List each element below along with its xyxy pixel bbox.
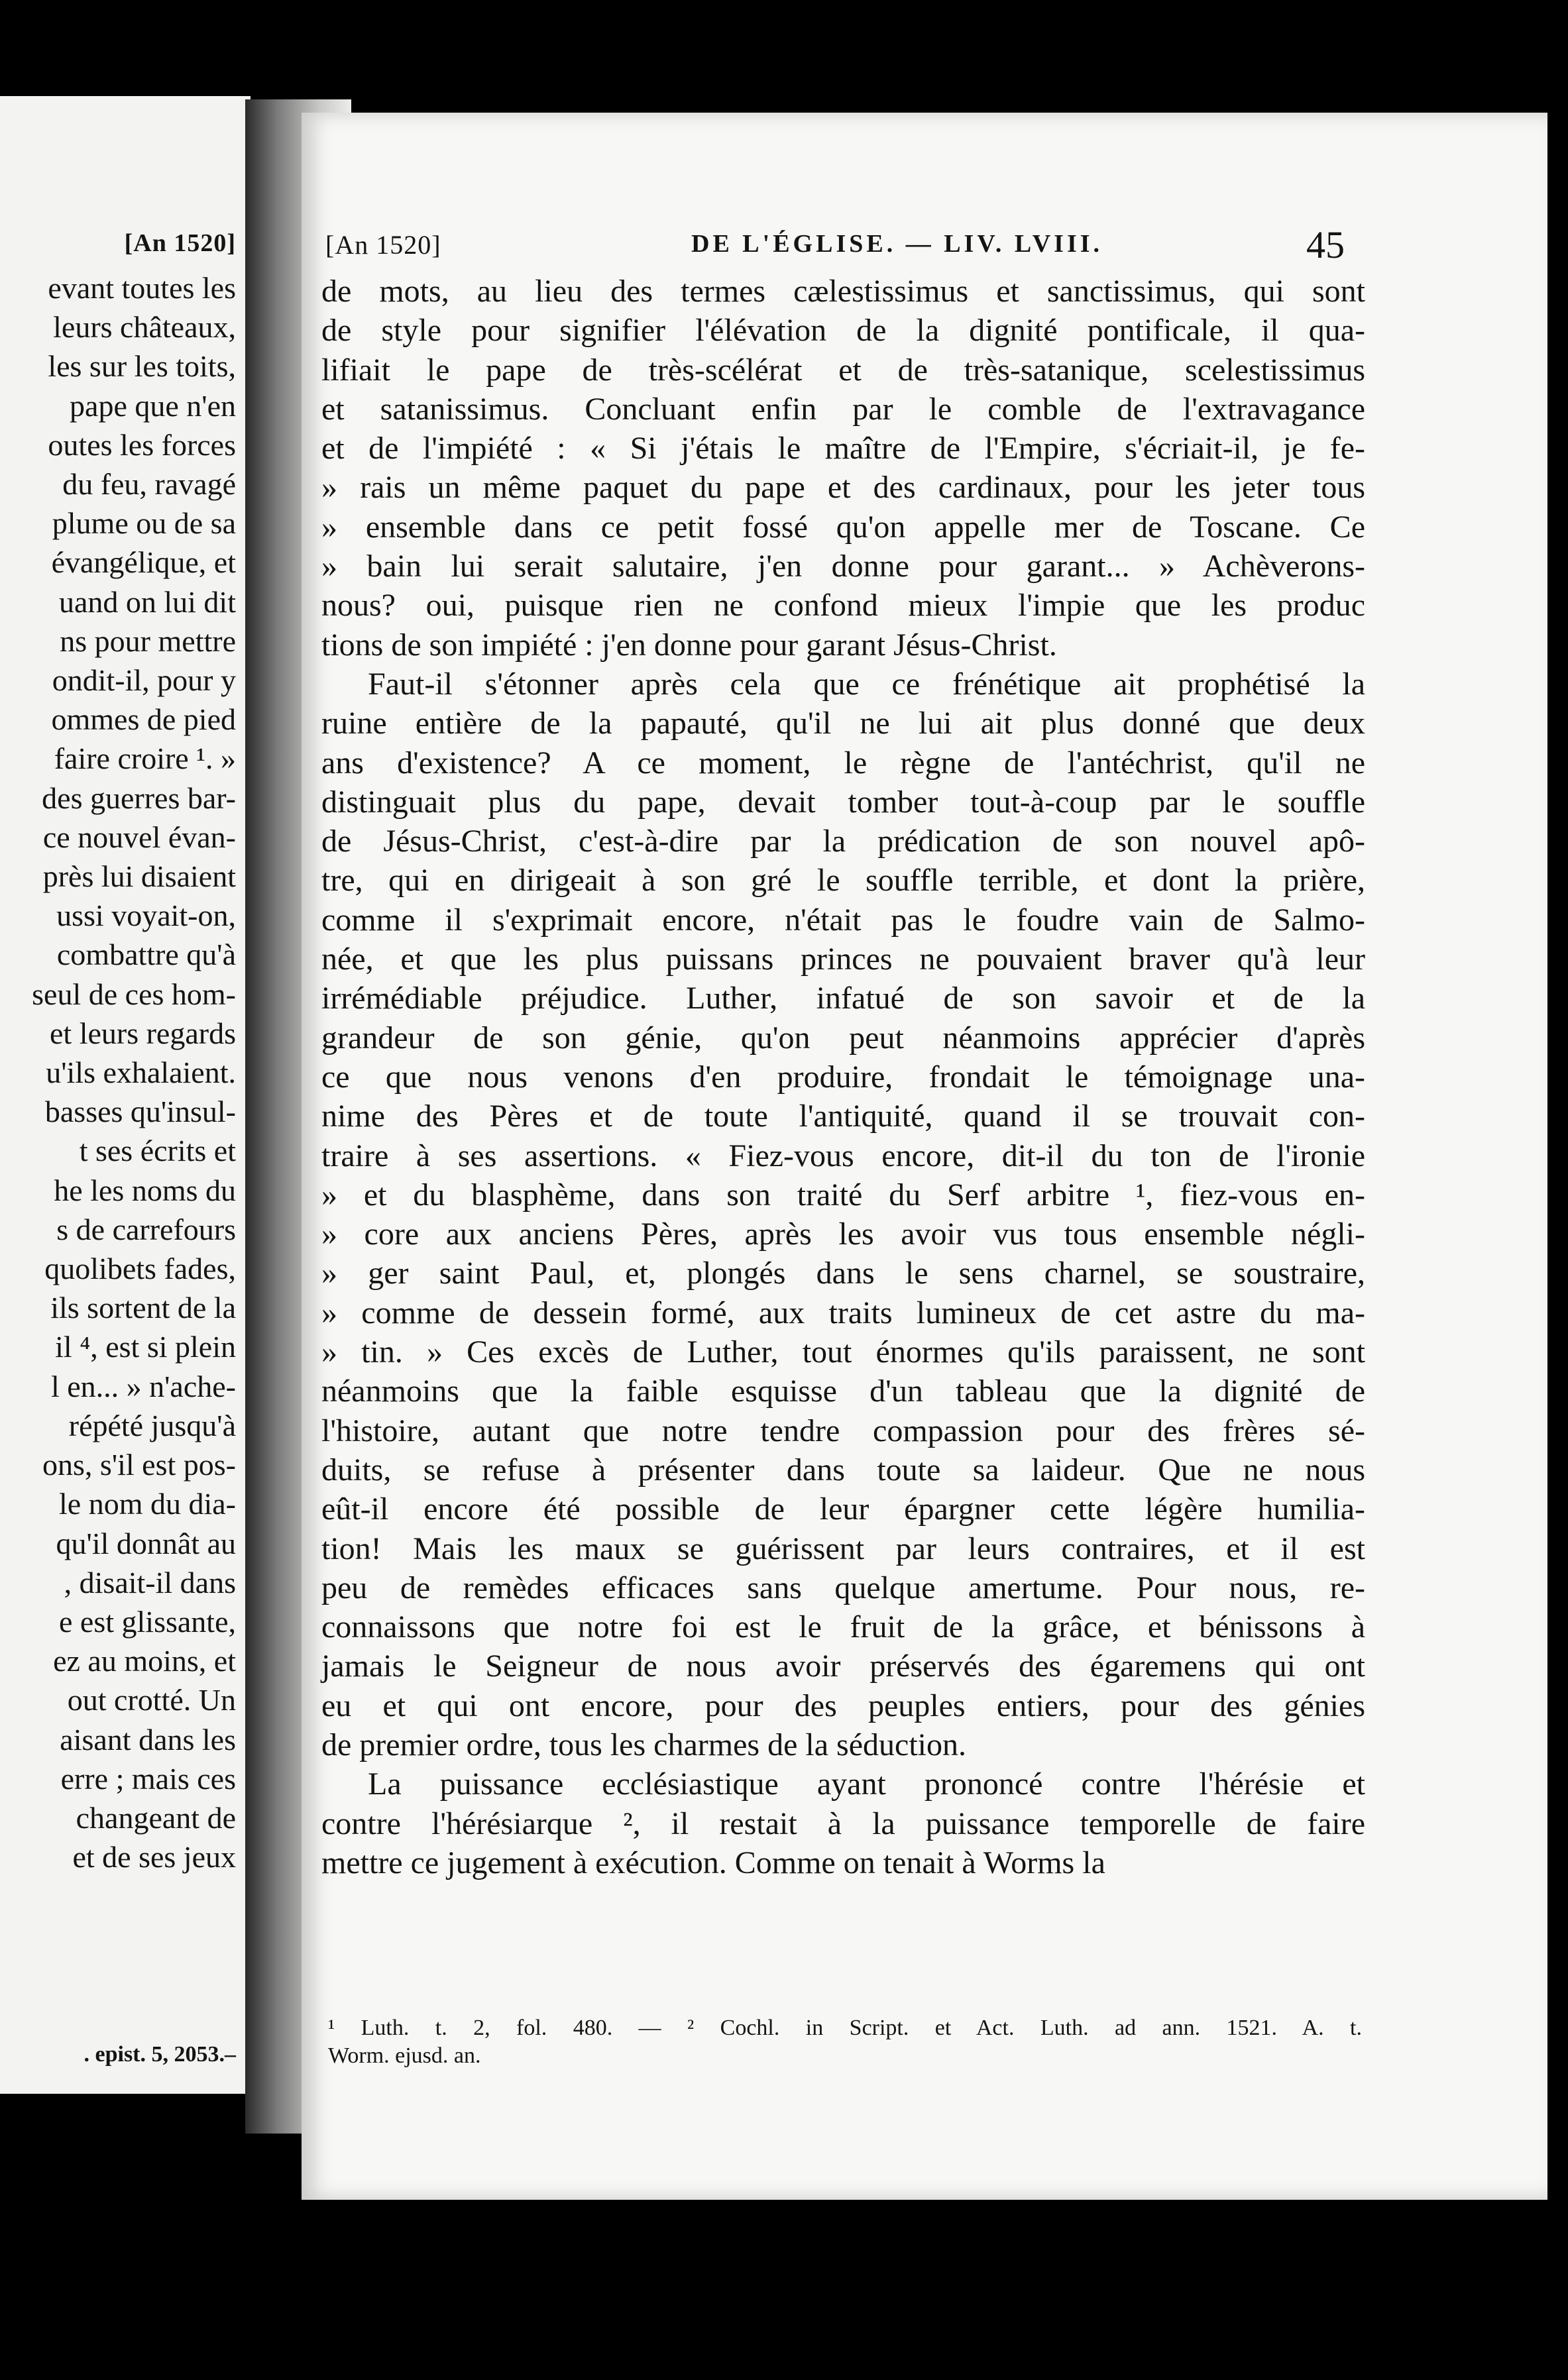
text-line: jamais le Seigneur de nous avoir préservés des égaremens qui ont <box>321 1649 1365 1684</box>
text-line: tre, qui en dirigeait à son gré le souffle terrible, et dont la prière, <box>321 863 1365 898</box>
facing-page-line: t ses écrits et <box>79 1134 236 1168</box>
facing-page-line: ns pour mettre <box>60 623 236 658</box>
text-line: de premier ordre, tous les charmes de la séduction. <box>321 1727 966 1762</box>
facing-page-line: faire croire ¹. » <box>54 741 236 776</box>
facing-page-line: évangélique, et <box>51 545 236 580</box>
text-line: nime des Pères et de toute l'antiquité, quand il se trouvait con- <box>321 1099 1365 1134</box>
text-line: l'histoire, autant que notre tendre compassion pour des frères sé- <box>321 1413 1365 1448</box>
facing-page-line: outes les forces <box>48 427 236 462</box>
text-line: traire à ses assertions. « Fiez-vous encore, dit-il du ton de l'ironie <box>321 1138 1365 1173</box>
facing-page-line: plume ou de sa <box>52 506 236 541</box>
text-line: » core aux anciens Pères, après les avoir vus tous ensemble négli- <box>321 1217 1365 1252</box>
text-line: lifiait le pape de très-scélérat et de très-satanique, scelestissimus <box>321 352 1365 388</box>
text-line: » comme de dessein formé, aux traits lumineux de cet astre du ma- <box>321 1295 1365 1330</box>
facing-page-running-head: [An 1520] <box>124 229 236 257</box>
text-line: eût-il encore été possible de leur épargner cette légère humilia- <box>321 1491 1365 1527</box>
text-line: » et du blasphème, dans son traité du Serf arbitre ¹, fiez-vous en- <box>321 1177 1365 1213</box>
facing-page-line: ils sortent de la <box>50 1291 236 1325</box>
text-line: ce que nous venons d'en produire, frondait le témoignage una- <box>321 1059 1365 1095</box>
text-line: » bain lui serait salutaire, j'en donne pour garant... » Achèverons- <box>321 549 1365 584</box>
running-head-title: DE L'ÉGLISE. — LIV. LVIII. <box>691 230 1103 258</box>
footnote-line: ¹ Luth. t. 2, fol. 480. — ² Cochl. in Script. et Act. Luth. ad ann. 1521. A. t. <box>328 2016 1362 2040</box>
facing-page-line: des guerres bar- <box>42 781 236 815</box>
text-line: » tin. » Ces excès de Luther, tout énormes qu'ils paraissent, ne sont <box>321 1334 1365 1370</box>
running-head <box>325 225 1372 265</box>
facing-page-line: du feu, ravagé <box>62 467 236 502</box>
page-number: 45 <box>1306 223 1345 266</box>
text-line: duits, se refuse à présenter dans toute sa laideur. Que ne nous <box>321 1452 1365 1488</box>
text-line: nous? oui, puisque rien ne confond mieux l'impie que les produc <box>321 588 1365 623</box>
facing-page-line: qu'il donnât au <box>56 1526 236 1560</box>
text-line: La puissance ecclésiastique ayant prononcé contre l'hérésie et <box>368 1766 1365 1802</box>
facing-page-line: il ⁴, est si plein <box>55 1330 236 1364</box>
text-line: » ensemble dans ce petit fossé qu'on appelle mer de Toscane. Ce <box>321 509 1365 545</box>
text-line: tion! Mais les maux se guérissent par leurs contraires, et il est <box>321 1531 1365 1566</box>
footnote-line: Worm. ejusd. an. <box>328 2043 481 2068</box>
body-text <box>321 272 1365 1882</box>
text-line: mettre ce jugement à exécution. Comme on tenait à Worms la <box>321 1845 1105 1880</box>
facing-page-line: u'ils exhalaient. <box>46 1055 236 1090</box>
text-line: distinguait plus du pape, devait tomber tout-à-coup par le souffle <box>321 784 1365 820</box>
facing-page-line: près lui disaient <box>42 859 236 894</box>
facing-page <box>0 96 251 2094</box>
facing-page-line: , disait-il dans <box>64 1565 236 1599</box>
facing-page-line: basses qu'insul- <box>44 1095 236 1129</box>
text-line: peu de remèdes efficaces sans quelque amertume. Pour nous, re- <box>321 1570 1365 1605</box>
facing-page-line: he les noms du <box>54 1173 236 1207</box>
text-line: de mots, au lieu des termes cælestissimus et sanctissimus, qui sont <box>321 274 1365 309</box>
facing-page-line: combattre qu'à <box>56 938 236 972</box>
footnotes <box>328 2014 1362 2070</box>
facing-page-line: et leurs regards <box>50 1016 236 1050</box>
facing-page-line: l en... » n'ache- <box>50 1369 236 1403</box>
facing-page-line: out crotté. Un <box>67 1683 236 1717</box>
text-line: et de l'impiété : « Si j'étais le maître de l'Empire, s'écriait-il, je fe- <box>321 431 1365 466</box>
text-line: de Jésus-Christ, c'est-à-dire par la prédication de son nouvel apô- <box>321 824 1365 859</box>
facing-page-line: ondit-il, pour y <box>52 663 236 698</box>
facing-page-line: ommes de pied <box>51 702 236 737</box>
facing-page-line: uand on lui dit <box>58 584 236 619</box>
text-line: » rais un même paquet du pape et des cardinaux, pour les jeter tous <box>321 470 1365 506</box>
text-line: néanmoins que la faible esquisse d'un tableau que la dignité de <box>321 1374 1365 1409</box>
text-line: ruine entière de la papauté, qu'il ne lui ait plus donné que deux <box>321 706 1365 741</box>
facing-page-line: erre ; mais ces <box>60 1761 236 1796</box>
text-line: irrémédiable préjudice. Luther, infatué de son savoir et de la <box>321 981 1365 1016</box>
facing-page-text <box>32 268 236 1876</box>
text-line: Faut-il s'étonner après cela que ce frénétique ait prophétisé la <box>368 666 1365 702</box>
facing-page-line: s de carrefours <box>56 1212 236 1246</box>
facing-page-line: ussi voyait-on, <box>56 898 236 933</box>
facing-page-line: leurs châteaux, <box>53 310 236 345</box>
facing-page-line: evant toutes les <box>48 271 236 305</box>
text-line: comme il s'exprimait encore, n'était pas le foudre vain de Salmo- <box>321 902 1365 938</box>
facing-page-line: changeant de <box>76 1800 236 1835</box>
facing-page-line: les sur les toits, <box>48 349 236 384</box>
text-line: » ger saint Paul, et, plongés dans le sens charnel, se soustraire, <box>321 1256 1365 1291</box>
text-line: grandeur de son génie, qu'on peut néanmoins apprécier d'après <box>321 1020 1365 1055</box>
book-page <box>302 113 1547 2200</box>
facing-page-line: ez au moins, et <box>53 1644 236 1678</box>
text-line: connaissons que notre foi est le fruit de la grâce, et bénissons à <box>321 1609 1365 1645</box>
facing-page-line: seul de ces hom- <box>32 977 236 1011</box>
facing-page-line: le nom du dia- <box>59 1487 236 1521</box>
facing-page-line: répété jusqu'à <box>68 1408 236 1442</box>
facing-page-footnote: . epist. 5, 2053.– <box>84 2042 236 2067</box>
facing-page-line: aisant dans les <box>60 1722 236 1757</box>
facing-page-line: e est glissante, <box>59 1604 236 1639</box>
text-line: née, et que les plus puissans princes ne pouvaient braver qu'à leur <box>321 942 1365 977</box>
facing-page-line: ce nouvel évan- <box>42 820 236 854</box>
facing-page-line: et de ses jeux <box>72 1840 236 1874</box>
facing-page-line: quolibets fades, <box>44 1252 236 1286</box>
text-line: eu et qui ont encore, pour des peuples entiers, pour des génies <box>321 1688 1365 1723</box>
text-line: contre l'hérésiarque ², il restait à la puissance temporelle de faire <box>321 1806 1365 1841</box>
text-line: tions de son impiété : j'en donne pour garant Jésus-Christ. <box>321 627 1057 663</box>
text-line: ans d'existence? A ce moment, le règne de l'antéchrist, qu'il ne <box>321 745 1365 781</box>
facing-page-line: ons, s'il est pos- <box>42 1448 236 1482</box>
text-line: et satanissimus. Concluant enfin par le comble de l'extravagance <box>321 391 1365 427</box>
text-line: de style pour signifier l'élévation de la dignité pontificale, il qua- <box>321 313 1365 349</box>
running-head-year: [An 1520] <box>325 230 441 260</box>
facing-page-line: pape que n'en <box>70 388 236 423</box>
